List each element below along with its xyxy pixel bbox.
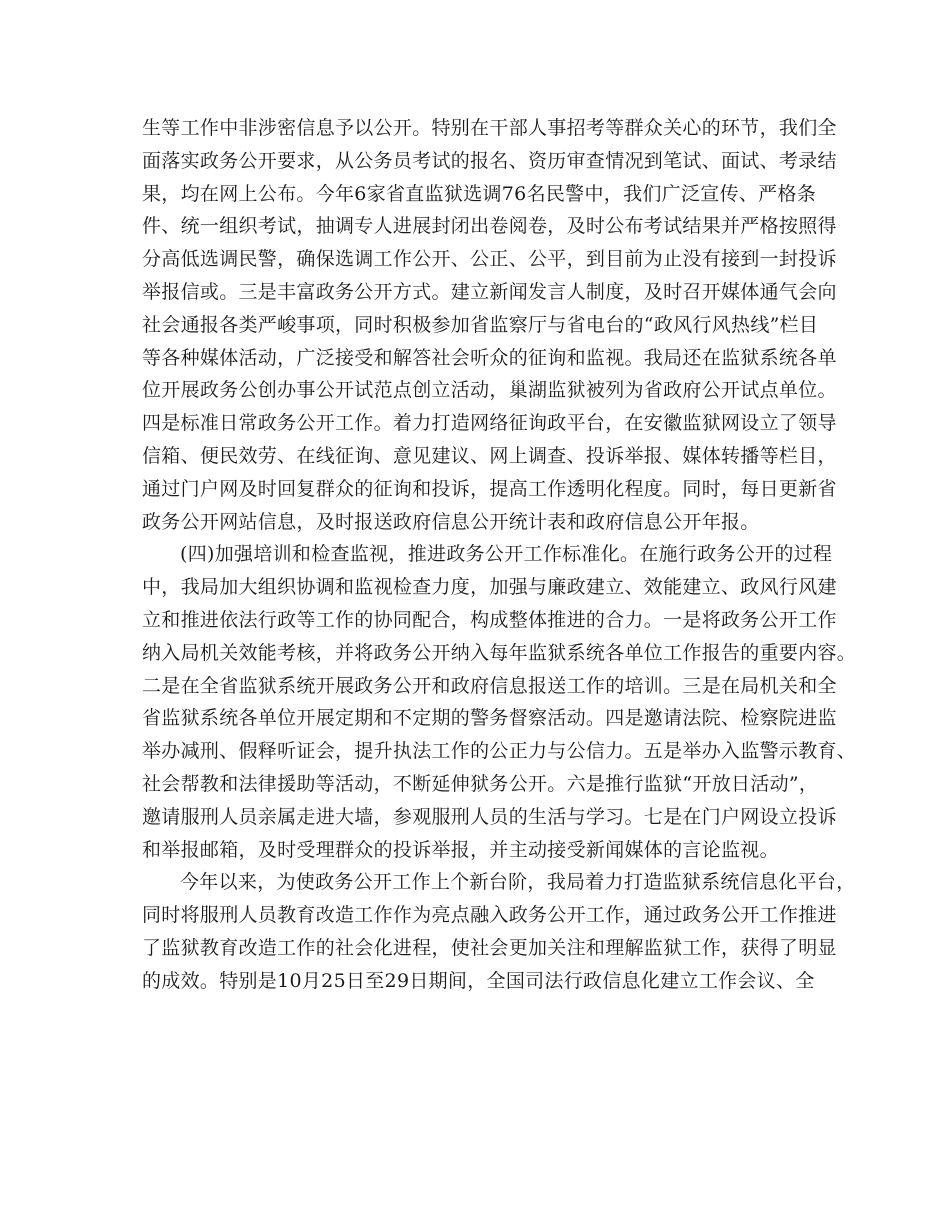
- text-line: 邀请服刑人员亲属走进大墙，参观服刑人员的生活与学习。七是在门户网设立投诉: [142, 805, 837, 828]
- text-line: 四是标准日常政务公开工作。着力打造网络征询政平台，在安徽监狱网设立了领导: [142, 412, 837, 435]
- document-body: [142, 112, 857, 998]
- text-line: 举报信或。三是丰富政务公开方式。建立新闻发言人制度，及时召开媒体通气会向: [142, 280, 837, 303]
- text-line: 政务公开网站信息，及时报送政府信息公开统计表和政府信息公开年报。: [142, 510, 760, 533]
- text-line: 了监狱教育改造工作的社会化进程，使社会更加关注和理解监狱工作，获得了明显: [142, 936, 837, 959]
- text-line: 今年以来，为使政务公开工作上个新台阶，我局着力打造监狱系统信息化平台，: [180, 871, 856, 894]
- text-line: 二是在全省监狱系统开展政务公开和政府信息报送工作的培训。三是在局机关和全: [142, 674, 837, 697]
- text-line: 中，我局加大组织协调和监视检查力度，加强与廉政建立、效能建立、政风行风建: [142, 576, 837, 599]
- text-line: 信箱、便民效劳、在线征询、意见建议、网上调查、投诉举报、媒体转播等栏目，: [142, 444, 837, 467]
- text-line: 分高低选调民警，确保选调工作公开、公正、公平，到目前为止没有接到一封投诉: [142, 248, 837, 271]
- text-line: 纳入局机关效能考核，并将政务公开纳入每年监狱系统各单位工作报告的重要内容。: [142, 641, 857, 664]
- paragraph-3: [142, 866, 856, 997]
- text-line: 社会通报各类严峻事项，同时积极参加省监察厅与省电台的“政风行风热线”栏目: [142, 313, 819, 336]
- text-line: 和举报邮箱，及时受理群众的投诉举报，并主动接受新闻媒体的言论监视。: [142, 838, 779, 861]
- text-line: 社会帮教和法律援助等活动，不断延伸狱务公开。六是推行监狱“开放日活动”，: [142, 772, 819, 795]
- text-line: 件、统一组织考试，抽调专人进展封闭出卷阅卷，及时公布考试结果并严格按照得: [142, 215, 837, 238]
- text-line: 面落实政务公开要求，从公务员考试的报名、资历审查情况到笔试、面试、考录结: [142, 149, 837, 172]
- text-line: 同时将服刑人员教育改造工作作为亮点融入政务公开工作，通过政务公开工作推进: [142, 904, 837, 927]
- paragraph-1: [142, 112, 837, 538]
- text-line: 通过门户网及时回复群众的征询和投诉，提高工作透明化程度。同时，每日更新省: [142, 477, 837, 500]
- text-line: 省监狱系统各单位开展定期和不定期的警务督察活动。四是邀请法院、检察院进监: [142, 707, 837, 730]
- text-line: (四)加强培训和检查监视，推进政务公开工作标准化。在施行政务公开的过程: [180, 543, 833, 566]
- text-line: 等各种媒体活动，广泛接受和解答社会听众的征询和监视。我局还在监狱系统各单: [142, 346, 837, 369]
- text-line: 果，均在网上公布。今年6家省直监狱选调76名民警中，我们广泛宣传、严格条: [142, 182, 817, 205]
- text-line: 的成效。特别是10月25日至29日期间，全国司法行政信息化建立工作会议、全: [142, 969, 815, 992]
- text-line: 位开展政务公创办事公开试范点创立活动，巢湖监狱被列为省政府公开试点单位。: [142, 379, 837, 402]
- paragraph-2: [142, 538, 857, 866]
- text-line: 举办减刑、假释听证会，提升执法工作的公正力与公信力。五是举办入监警示教育、: [142, 740, 857, 763]
- text-line: 生等工作中非涉密信息予以公开。特别在干部人事招考等群众关心的环节，我们全: [142, 117, 837, 139]
- text-line: 立和推进依法行政等工作的协同配合，构成整体推进的合力。一是将政务公开工作: [142, 608, 837, 631]
